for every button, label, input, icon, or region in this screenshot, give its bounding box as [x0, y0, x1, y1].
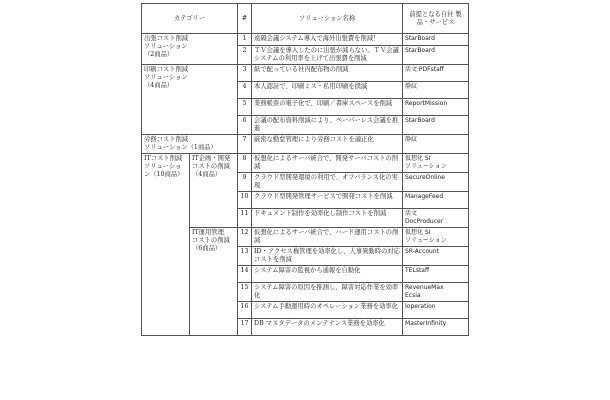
- header-number: #: [238, 4, 252, 34]
- header-product: 前提となる自社 製品・サービス: [403, 4, 469, 34]
- table-row: [142, 135, 469, 154]
- row-number: 17: [238, 319, 252, 336]
- category-print: 印刷コスト削減 ソリューション （4商品）: [142, 65, 238, 135]
- row-solution: システム手動運用時のオペレーション業務を効率化: [252, 302, 403, 319]
- row-solution: 業務帳票の電子化で、印刷／書庫スペースを削減: [252, 99, 403, 116]
- table-row: [142, 228, 469, 247]
- row-solution: 仮想化によるサーバ統合で、開発サーバコストの削減: [252, 154, 403, 173]
- row-product: 仮想化 SI ソリューション: [403, 154, 469, 173]
- header-category: カテゴリー: [142, 4, 238, 34]
- table-header-row: [142, 4, 469, 34]
- row-number: 15: [238, 283, 252, 302]
- row-product: StarBoard: [403, 116, 469, 135]
- table-row: [142, 65, 469, 82]
- row-product: Ioperation: [403, 302, 469, 319]
- table-row: [142, 34, 469, 46]
- row-number: 16: [238, 302, 252, 319]
- row-product: RevenueMax Ecsia: [403, 283, 469, 302]
- row-solution: ID・アクセス権管理を効率化し、人事異動時の対応コストを削減: [252, 247, 403, 266]
- row-number: 7: [238, 135, 252, 154]
- row-solution: システム障害の原因を推測し、障害対応作業を効率化: [252, 283, 403, 302]
- row-solution: 厳密な勤怠管理により労務コストを適正化: [252, 135, 403, 154]
- row-number: 12: [238, 228, 252, 247]
- row-solution: 遠隔会議システム導入で海外出張費を削減！: [252, 34, 403, 46]
- category-it-ops: IT運用管理 コストの削減 （6商品）: [190, 228, 238, 336]
- row-product: 静紋: [403, 135, 469, 154]
- row-product: SecureOnline: [403, 173, 469, 192]
- row-number: 8: [238, 154, 252, 173]
- row-number: 14: [238, 266, 252, 283]
- row-solution: ＴＶ会議を導入したのに出張が減らない。ＴＶ会議システムの利用率を上げて出張費を削減: [252, 46, 403, 65]
- row-solution: クラウド型開発管理サービスで開発コストを削減: [252, 192, 403, 209]
- row-number: 10: [238, 192, 252, 209]
- row-product: ManageFeed: [403, 192, 469, 209]
- row-product: MasterInfinity: [403, 319, 469, 336]
- category-it: ITコスト削減 ソリューション（10商品）: [142, 154, 190, 336]
- row-product: 活文 DocProducer: [403, 209, 469, 228]
- row-number: 1: [238, 34, 252, 46]
- row-solution: 仮想化によるサーバ統合で、ハード運用コストの削減: [252, 228, 403, 247]
- category-it-dev: IT企画・開発 コストの削減 （4商品）: [190, 154, 238, 228]
- row-number: 4: [238, 82, 252, 99]
- row-solution: DB マスタデータのメンテナンス業務を効率化: [252, 319, 403, 336]
- table-row: [142, 154, 469, 173]
- row-product: 活文 PDFstaff: [403, 65, 469, 82]
- row-product: 仮想化 SI ソリューション: [403, 228, 469, 247]
- row-solution: 紙で配っている社内配布物の削減: [252, 65, 403, 82]
- row-number: 9: [238, 173, 252, 192]
- row-solution: システム障害の監視から通報を自動化: [252, 266, 403, 283]
- category-travel: 出張コスト削減 ソリューション （2商品）: [142, 34, 238, 65]
- row-solution: 本人認証で、印刷ミス・私用印刷を撲滅: [252, 82, 403, 99]
- category-labor: 労務コスト削減 ソリューション（1商品）: [142, 135, 238, 154]
- row-product: 静紋: [403, 82, 469, 99]
- row-number: 3: [238, 65, 252, 82]
- row-product: StarBoard: [403, 46, 469, 65]
- row-product: ReportMission: [403, 99, 469, 116]
- solution-table: [141, 3, 469, 336]
- row-product: SR-Account: [403, 247, 469, 266]
- row-number: 6: [238, 116, 252, 135]
- row-solution: クラウド型開発環境の利用で、オフバランス化の実現: [252, 173, 403, 192]
- row-number: 5: [238, 99, 252, 116]
- row-product: TELstaff: [403, 266, 469, 283]
- row-number: 11: [238, 209, 252, 228]
- row-number: 2: [238, 46, 252, 65]
- row-solution: ドキュメント制作を効率化し制作コストを削減: [252, 209, 403, 228]
- row-solution: 会議の配布資料削減により、ペーパーレス会議を推進: [252, 116, 403, 135]
- header-solution: ソリューション名称: [252, 4, 403, 34]
- row-product: StarBoard: [403, 34, 469, 46]
- row-number: 13: [238, 247, 252, 266]
